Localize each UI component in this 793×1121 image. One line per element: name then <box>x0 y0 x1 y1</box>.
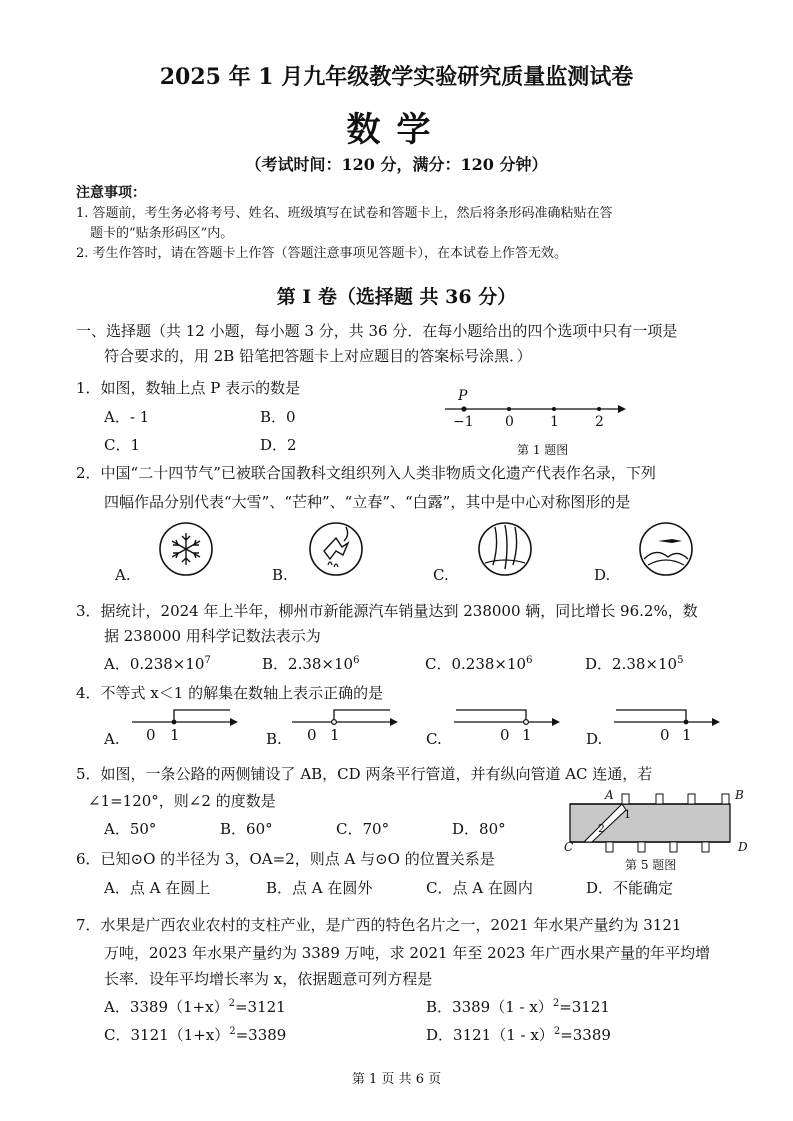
q4-tick-label: 0 <box>500 726 510 744</box>
q2-option-b: B. <box>272 566 288 584</box>
q6-option-b: B．点 A 在圆外 <box>266 879 373 897</box>
q3-option-b: B．$2.38\times 10^6$ <box>262 655 360 673</box>
q2-option-d: D. <box>594 566 611 584</box>
q1-point-p-label: P <box>458 388 468 404</box>
q4-tick-label: 1 <box>682 726 692 744</box>
q7-stem: 7．水果是广西农业农村的支柱产业，是广西的特色名片之一，2021 年水果产量约为 3121 <box>76 916 682 934</box>
q2-option-c: C. <box>433 566 449 584</box>
q7-option-a: A．$3389(1+x)^2=3121$ <box>104 998 286 1016</box>
exam-time-info: （考试时间：120 分，满分：120 分钟） <box>245 155 548 174</box>
q3-stem-cont: 据 238000 用科学记数法表示为 <box>104 627 321 645</box>
notice-item-2: 2. 考生作答时，请在答题卡上作答（答题注意事项见答题卡），在本试卷上作答无效。 <box>76 246 568 261</box>
q2-option-a: A. <box>115 566 131 584</box>
page-number: 第 1 页 共 6 页 <box>351 1072 442 1087</box>
q6-option-a: A．点 A 在圆上 <box>104 879 211 897</box>
q5-angle-1: 1 <box>624 808 631 821</box>
q6-option-c: C．点 A 在圆内 <box>426 879 533 897</box>
q5-pipe-figure <box>560 790 740 856</box>
dew-landscape-icon <box>638 521 694 577</box>
q1-tick-label: 1 <box>550 414 559 430</box>
q1-tick-label: 2 <box>595 414 604 430</box>
q5-label-b: B <box>735 788 744 802</box>
q5-stem: 5．如图，一条公路的两侧铺设了 AB，CD 两条平行管道，并有纵向管道 AC 连通，若 <box>76 765 653 783</box>
q4-tick-label: 0 <box>146 726 156 744</box>
q2-stem-cont: 四幅作品分别代表“大雪”、“芒种”、“立春”、“白露”，其中是中心对称图形的是 <box>104 493 631 511</box>
q1-tick-label: −1 <box>453 414 474 430</box>
snowflake-icon <box>158 521 214 577</box>
q4-option-d: D. <box>586 730 603 748</box>
q5-angle-2: 2 <box>598 822 605 835</box>
q2-stem: 2．中国“二十四节气”已被联合国教科文组织列入人类非物质文化遗产代表作名录，下列 <box>76 464 656 482</box>
q7-stem-cont: 万吨，2023 年水果产量约为 3389 万吨，求 2021 年至 2023 年广西水果产量的年平均增 <box>104 944 711 962</box>
q1-option-b: B．0 <box>260 408 296 426</box>
q3-option-d: D．$2.38\times 10^5$ <box>585 655 684 673</box>
willow-branches-icon <box>477 521 533 577</box>
q3-option-a: A．$0.238\times 10^7$ <box>104 655 211 673</box>
q6-option-d: D．不能确定 <box>586 879 674 897</box>
q4-tick-label: 1 <box>170 726 180 744</box>
q1-tick-label: 0 <box>505 414 514 430</box>
q4-option-a: A. <box>104 730 120 748</box>
notice-heading: 注意事项： <box>76 185 146 201</box>
q6-stem: 6．已知⊙O 的半径为 3，OA=2，则点 A 与⊙O 的位置关系是 <box>76 850 495 868</box>
q1-option-d: D．2 <box>260 436 297 454</box>
q4-tick-label: 0 <box>307 726 317 744</box>
notice-item-1: 1. 答题前，考生务必将考号、姓名、班级填写在试卷和答题卡上，然后将条形码准确粘贴在答 <box>76 206 613 221</box>
q5-caption: 第 5 题图 <box>625 858 677 872</box>
q3-option-c: C．$0.238\times 10^6$ <box>425 655 533 673</box>
q5-option-a: A．50° <box>104 820 157 838</box>
point-p-dot <box>461 406 466 411</box>
exam-title: 2025 年 1 月九年级教学实验研究质量监测试卷 <box>159 64 634 90</box>
q5-option-b: B．60° <box>220 820 273 838</box>
q7-option-b: B．3389（1 - x）$^2$=3121 <box>426 998 610 1016</box>
q5-option-d: D．80° <box>452 820 506 838</box>
section-intro: 一、选择题（共 12 小题，每小题 3 分，共 36 分．在每小题给出的四个选项中只有一项是 <box>76 322 678 340</box>
q5-label-c: C <box>564 840 574 854</box>
q4-stem: 4．不等式 x＜1 的解集在数轴上表示正确的是 <box>76 684 384 702</box>
q4-tick-label: 1 <box>522 726 532 744</box>
q4-tick-label: 1 <box>330 726 340 744</box>
grain-ear-icon <box>308 521 364 577</box>
notice-item-1-cont: 题卡的“贴条形码区”内。 <box>90 226 234 241</box>
q4-tick-label: 0 <box>660 726 670 744</box>
q1-caption: 第 1 题图 <box>517 443 569 457</box>
q7-option-d: D．3121（1 - x）$^2$=3389 <box>426 1026 611 1044</box>
subject-title: 数学 <box>346 110 447 150</box>
q5-stem-cont: ∠1=120°，则∠2 的度数是 <box>88 792 276 810</box>
section-title: 第 I 卷（选择题 共 36 分） <box>276 286 517 308</box>
q3-stem: 3．据统计，2024 年上半年，柳州市新能源汽车销量达到 238000 辆，同比增长 96.2%，数 <box>76 602 698 620</box>
q1-stem: 1．如图，数轴上点 P 表示的数是 <box>76 379 301 397</box>
q5-label-a: A <box>605 788 614 802</box>
q7-option-c: C．$3121(1+x)^2=3389$ <box>104 1026 287 1044</box>
q1-option-a: A．- 1 <box>104 408 150 426</box>
q7-stem-cont: 长率．设年平均增长率为 x，依据题意可列方程是 <box>104 970 433 988</box>
q5-option-c: C．70° <box>336 820 390 838</box>
q4-option-c: C. <box>426 730 442 748</box>
q4-option-b: B. <box>266 730 282 748</box>
q1-option-c: C．1 <box>104 436 141 454</box>
q5-label-d: D <box>738 840 748 854</box>
section-intro-cont: 符合要求的，用 2B 铅笔把答题卡上对应题目的答案标号涂黑．） <box>104 347 532 365</box>
